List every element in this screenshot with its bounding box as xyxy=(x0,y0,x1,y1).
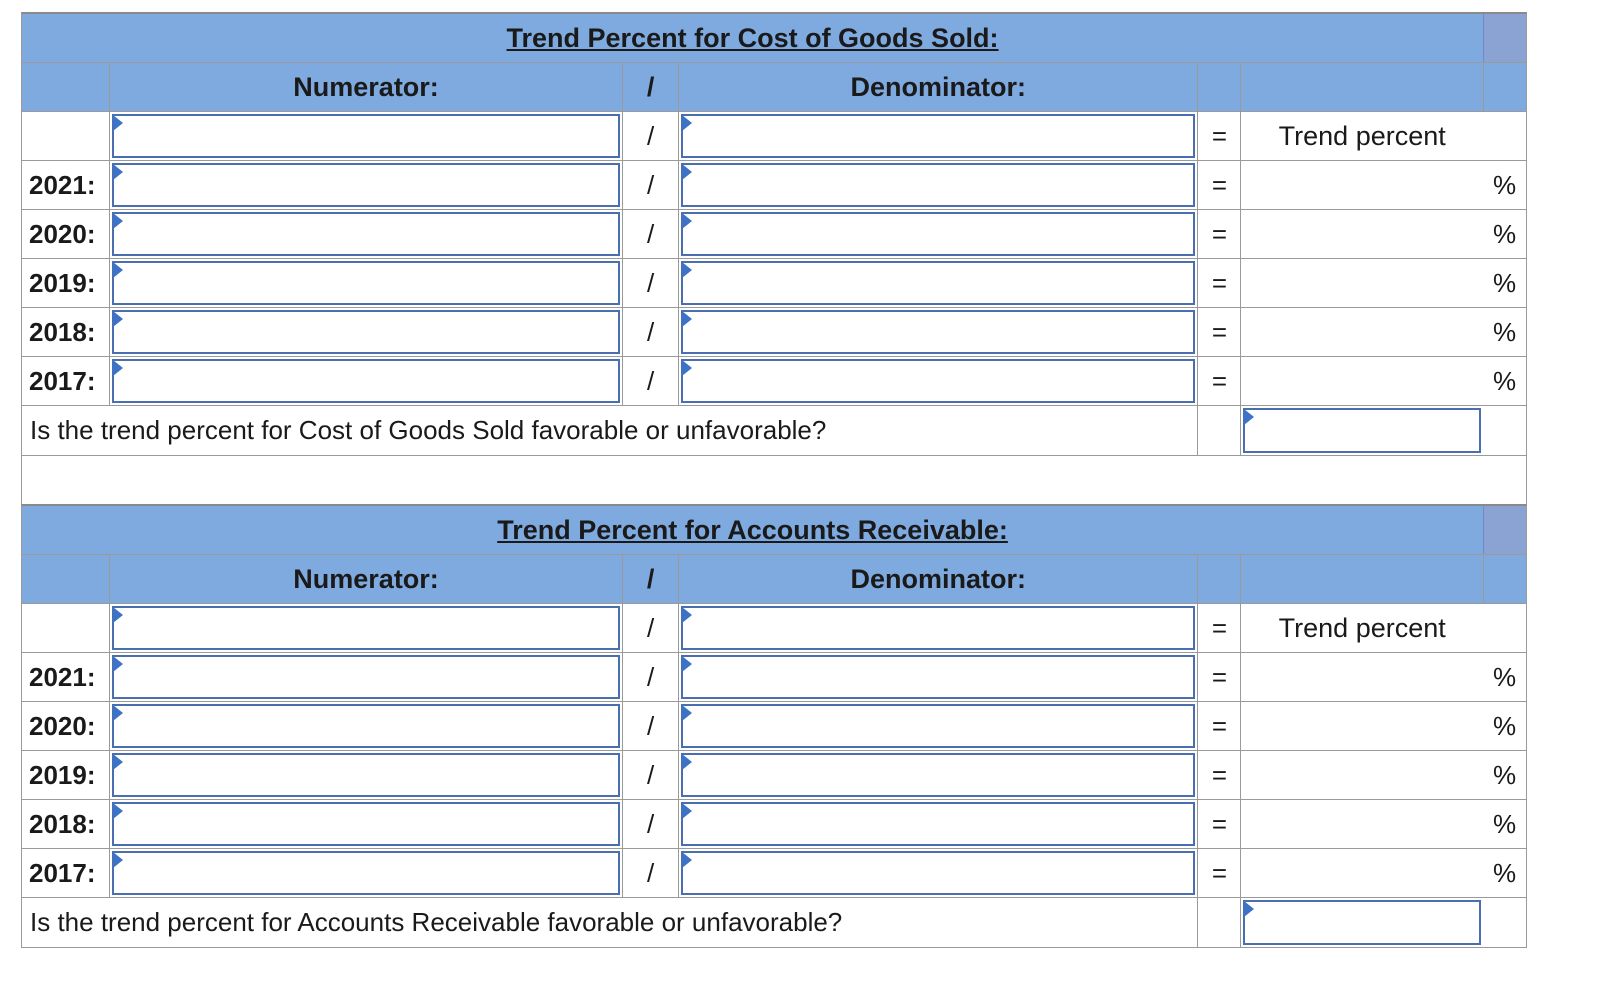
divide-sign xyxy=(622,161,678,209)
title-corner-cell xyxy=(1483,14,1526,62)
answer-cell xyxy=(1240,898,1483,947)
equals-sign xyxy=(1197,604,1240,652)
header-blank xyxy=(22,63,109,111)
numerator-cell xyxy=(109,210,622,258)
divide-symbol: / xyxy=(647,316,655,347)
numerator-cell xyxy=(109,112,622,160)
numerator-cell xyxy=(109,161,622,209)
numerator-dropdown[interactable] xyxy=(112,606,620,650)
divide-sign xyxy=(622,653,678,701)
divide-symbol: / xyxy=(647,218,655,249)
numerator-cell xyxy=(109,751,622,799)
divide-symbol: / xyxy=(647,857,655,888)
divide-sign xyxy=(622,849,678,897)
header-pct-blank xyxy=(1483,555,1526,603)
denominator-cell xyxy=(678,604,1197,652)
denominator-header: Denominator: xyxy=(678,63,1197,111)
percent-sign xyxy=(1483,751,1526,799)
denominator-dropdown[interactable] xyxy=(681,802,1195,846)
percent-blank xyxy=(1483,604,1526,652)
denominator-dropdown[interactable] xyxy=(681,704,1195,748)
year-row xyxy=(21,161,1527,210)
question-eq-blank xyxy=(1197,898,1240,947)
column-header-row xyxy=(21,63,1527,112)
equals-sign xyxy=(1197,702,1240,750)
equals-symbol: = xyxy=(1211,120,1227,151)
numerator-header: Numerator: xyxy=(109,63,622,111)
denominator-cell xyxy=(678,800,1197,848)
denominator-dropdown[interactable] xyxy=(681,114,1195,158)
equals-sign xyxy=(1197,357,1240,405)
section-title: Trend Percent for Cost of Goods Sold: xyxy=(506,22,999,53)
trend-percent-input[interactable] xyxy=(1240,259,1483,307)
numerator-cell xyxy=(109,604,622,652)
denominator-cell xyxy=(678,653,1197,701)
numerator-dropdown[interactable] xyxy=(112,359,620,403)
percent-sign xyxy=(1483,653,1526,701)
denominator-dropdown[interactable] xyxy=(681,753,1195,797)
trend-analysis-worksheet xyxy=(21,12,1527,948)
divide-symbol: / xyxy=(647,759,655,790)
year-row xyxy=(21,751,1527,800)
equals-sign xyxy=(1197,653,1240,701)
percent-symbol: % xyxy=(1492,267,1517,298)
numerator-dropdown[interactable] xyxy=(112,163,620,207)
divide-symbol: / xyxy=(647,120,655,151)
denominator-cell xyxy=(678,357,1197,405)
trend-percent-input[interactable] xyxy=(1240,357,1483,405)
divide-sign xyxy=(622,308,678,356)
denominator-dropdown[interactable] xyxy=(681,163,1195,207)
year-row xyxy=(21,653,1527,702)
formula-row xyxy=(21,604,1527,653)
equals-symbol: = xyxy=(1211,759,1227,790)
year-row xyxy=(21,308,1527,357)
percent-symbol: % xyxy=(1492,316,1517,347)
numerator-dropdown[interactable] xyxy=(112,261,620,305)
question-text: Is the trend percent for Accounts Receivable favorable or unfavorable? xyxy=(30,907,843,937)
numerator-cell xyxy=(109,653,622,701)
numerator-cell xyxy=(109,849,622,897)
divide-sign xyxy=(622,800,678,848)
percent-sign xyxy=(1483,702,1526,750)
equals-sign xyxy=(1197,112,1240,160)
year-label: 2020: xyxy=(29,218,96,249)
year-row xyxy=(21,210,1527,259)
section-title-cell xyxy=(22,506,1483,554)
trend-percent-input[interactable] xyxy=(1240,849,1483,897)
equals-symbol: = xyxy=(1211,661,1227,692)
header-eq-blank xyxy=(1197,63,1240,111)
trend-percent-label-cell xyxy=(1240,604,1483,652)
equals-symbol: = xyxy=(1211,612,1227,643)
answer-pct-blank xyxy=(1483,406,1526,455)
percent-sign xyxy=(1483,210,1526,258)
equals-symbol: = xyxy=(1211,169,1227,200)
divide-symbol: / xyxy=(647,169,655,200)
denominator-dropdown[interactable] xyxy=(681,310,1195,354)
denominator-cell xyxy=(678,259,1197,307)
equals-symbol: = xyxy=(1211,218,1227,249)
percent-sign xyxy=(1483,308,1526,356)
section-title-row xyxy=(21,504,1527,555)
denominator-dropdown[interactable] xyxy=(681,606,1195,650)
equals-sign xyxy=(1197,308,1240,356)
numerator-dropdown[interactable] xyxy=(112,704,620,748)
question-eq-blank xyxy=(1197,406,1240,455)
divide-sign xyxy=(622,210,678,258)
divide-header: / xyxy=(622,555,678,603)
percent-sign xyxy=(1483,357,1526,405)
divide-header: / xyxy=(622,63,678,111)
year-label: 2017: xyxy=(29,857,96,888)
numerator-cell xyxy=(109,702,622,750)
trend-percent-input[interactable] xyxy=(1240,653,1483,701)
header-pct-blank xyxy=(1483,63,1526,111)
section-title-row xyxy=(21,12,1527,63)
percent-symbol: % xyxy=(1492,661,1517,692)
numerator-dropdown[interactable] xyxy=(112,851,620,895)
trend-percent-input[interactable] xyxy=(1240,308,1483,356)
trend-percent-label: Trend percent xyxy=(1278,120,1446,151)
header-blank xyxy=(22,555,109,603)
year-label: 2021: xyxy=(29,169,96,200)
answer-cell xyxy=(1240,406,1483,455)
divide-sign xyxy=(622,112,678,160)
title-corner-cell xyxy=(1483,506,1526,554)
divide-symbol: / xyxy=(647,612,655,643)
question-text: Is the trend percent for Cost of Goods Sold favorable or unfavorable? xyxy=(30,415,827,445)
year-label xyxy=(22,604,109,652)
question-row xyxy=(21,406,1527,456)
equals-symbol: = xyxy=(1211,316,1227,347)
year-row xyxy=(21,702,1527,751)
section-1 xyxy=(21,504,1527,948)
divide-sign xyxy=(622,604,678,652)
equals-sign xyxy=(1197,161,1240,209)
divide-symbol: / xyxy=(647,808,655,839)
numerator-dropdown[interactable] xyxy=(112,114,620,158)
year-label: 2021: xyxy=(29,661,96,692)
equals-symbol: = xyxy=(1211,267,1227,298)
year-label: 2017: xyxy=(29,365,96,396)
divide-symbol: / xyxy=(647,710,655,741)
numerator-cell xyxy=(109,308,622,356)
trend-percent-label-cell xyxy=(1240,112,1483,160)
percent-symbol: % xyxy=(1492,808,1517,839)
favorable-dropdown[interactable] xyxy=(1243,900,1481,945)
trend-percent-input[interactable] xyxy=(1240,751,1483,799)
denominator-dropdown[interactable] xyxy=(681,851,1195,895)
year-label: 2019: xyxy=(29,759,96,790)
header-result-blank xyxy=(1240,555,1483,603)
denominator-cell xyxy=(678,308,1197,356)
equals-symbol: = xyxy=(1211,365,1227,396)
equals-sign xyxy=(1197,849,1240,897)
denominator-dropdown[interactable] xyxy=(681,261,1195,305)
denominator-cell xyxy=(678,112,1197,160)
header-result-blank xyxy=(1240,63,1483,111)
denominator-dropdown[interactable] xyxy=(681,212,1195,256)
equals-sign xyxy=(1197,751,1240,799)
equals-symbol: = xyxy=(1211,857,1227,888)
header-eq-blank xyxy=(1197,555,1240,603)
denominator-header: Denominator: xyxy=(678,555,1197,603)
year-label xyxy=(22,112,109,160)
percent-sign xyxy=(1483,800,1526,848)
year-label: 2018: xyxy=(29,316,96,347)
numerator-cell xyxy=(109,800,622,848)
percent-symbol: % xyxy=(1492,759,1517,790)
percent-symbol: % xyxy=(1492,218,1517,249)
percent-blank xyxy=(1483,112,1526,160)
trend-percent-input[interactable] xyxy=(1240,800,1483,848)
divide-symbol: / xyxy=(647,365,655,396)
percent-symbol: % xyxy=(1492,365,1517,396)
numerator-header: Numerator: xyxy=(109,555,622,603)
percent-symbol: % xyxy=(1492,169,1517,200)
percent-sign xyxy=(1483,849,1526,897)
divide-sign xyxy=(622,357,678,405)
denominator-cell xyxy=(678,751,1197,799)
section-spacer xyxy=(21,456,1527,504)
trend-percent-label: Trend percent xyxy=(1278,612,1446,643)
year-row xyxy=(21,800,1527,849)
denominator-dropdown[interactable] xyxy=(681,655,1195,699)
percent-symbol: % xyxy=(1492,857,1517,888)
percent-sign xyxy=(1483,259,1526,307)
denominator-cell xyxy=(678,702,1197,750)
year-label: 2018: xyxy=(29,808,96,839)
numerator-dropdown[interactable] xyxy=(112,655,620,699)
numerator-cell xyxy=(109,259,622,307)
question-row xyxy=(21,898,1527,948)
equals-sign xyxy=(1197,210,1240,258)
numerator-dropdown[interactable] xyxy=(112,310,620,354)
divide-sign xyxy=(622,751,678,799)
trend-percent-input[interactable] xyxy=(1240,210,1483,258)
section-0 xyxy=(21,12,1527,456)
divide-symbol: / xyxy=(647,267,655,298)
year-label: 2019: xyxy=(29,267,96,298)
numerator-dropdown[interactable] xyxy=(112,753,620,797)
equals-sign xyxy=(1197,259,1240,307)
percent-sign xyxy=(1483,161,1526,209)
divide-sign xyxy=(622,259,678,307)
section-title: Trend Percent for Accounts Receivable: xyxy=(497,514,1008,545)
equals-symbol: = xyxy=(1211,808,1227,839)
formula-row xyxy=(21,112,1527,161)
column-header-row xyxy=(21,555,1527,604)
equals-sign xyxy=(1197,800,1240,848)
denominator-dropdown[interactable] xyxy=(681,359,1195,403)
year-row xyxy=(21,259,1527,308)
numerator-dropdown[interactable] xyxy=(112,212,620,256)
numerator-cell xyxy=(109,357,622,405)
denominator-cell xyxy=(678,849,1197,897)
favorable-dropdown[interactable] xyxy=(1243,408,1481,453)
numerator-dropdown[interactable] xyxy=(112,802,620,846)
percent-symbol: % xyxy=(1492,710,1517,741)
trend-percent-input[interactable] xyxy=(1240,161,1483,209)
year-row xyxy=(21,357,1527,406)
year-row xyxy=(21,849,1527,898)
divide-symbol: / xyxy=(647,661,655,692)
equals-symbol: = xyxy=(1211,710,1227,741)
year-label: 2020: xyxy=(29,710,96,741)
divide-sign xyxy=(622,702,678,750)
section-title-cell xyxy=(22,14,1483,62)
denominator-cell xyxy=(678,210,1197,258)
trend-percent-input[interactable] xyxy=(1240,702,1483,750)
denominator-cell xyxy=(678,161,1197,209)
answer-pct-blank xyxy=(1483,898,1526,947)
